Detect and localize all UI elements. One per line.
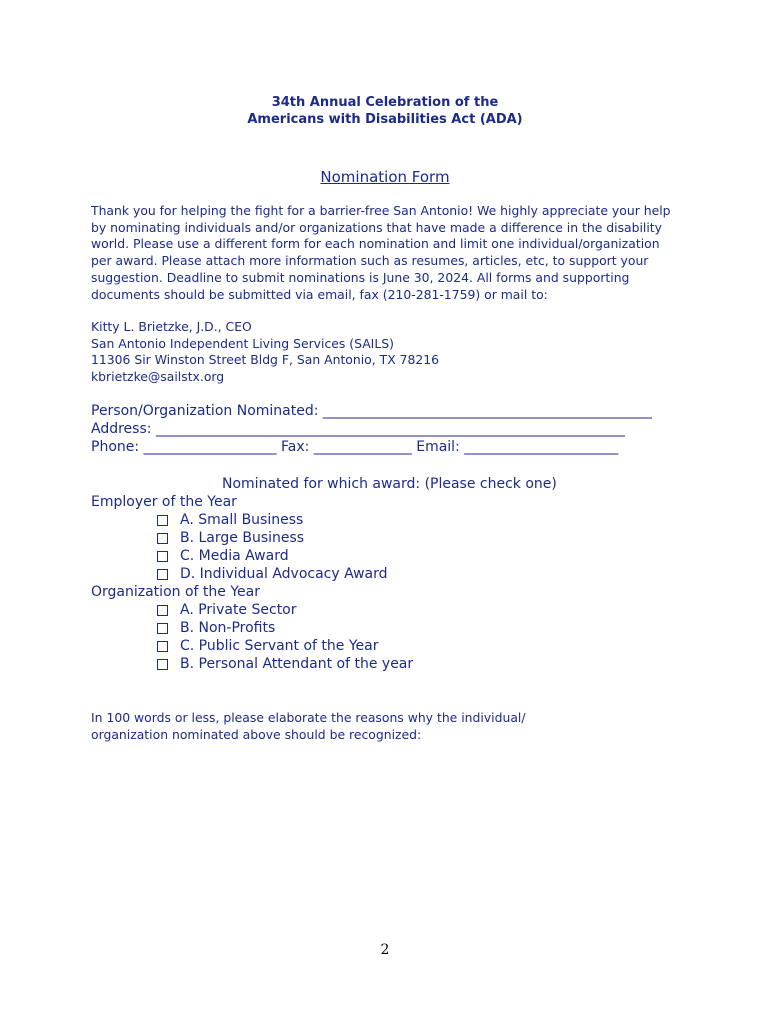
- award-option-label: B. Non-Profits: [180, 620, 276, 636]
- checkbox-icon[interactable]: [157, 533, 168, 544]
- checkbox-icon[interactable]: [157, 515, 168, 526]
- award-option-label: A. Small Business: [180, 512, 304, 528]
- award-option-private-sector[interactable]: [157, 601, 297, 619]
- header-title-line-2: Americans with Disabilities Act (ADA): [247, 112, 523, 127]
- award-option-individual-advocacy[interactable]: [157, 565, 388, 583]
- checkbox-icon[interactable]: [157, 551, 168, 562]
- checkbox-icon[interactable]: [157, 641, 168, 652]
- award-option-personal-attendant[interactable]: [157, 655, 413, 673]
- page-number: 2: [380, 942, 390, 958]
- checkbox-icon[interactable]: [157, 569, 168, 580]
- contact-organization: San Antonio Independent Living Services (SAILS): [91, 335, 394, 351]
- contact-address: 11306 Sir Winston Street Bldg F, San Antonio, TX 78216: [91, 352, 440, 368]
- intro-paragraph: [91, 203, 691, 303]
- award-option-public-servant[interactable]: [157, 637, 379, 655]
- elaboration-prompt: [91, 709, 526, 743]
- award-option-label: D. Individual Advocacy Award: [180, 566, 388, 582]
- award-heading: Nominated for which award: (Please check one): [222, 476, 557, 492]
- award-option-large-business[interactable]: [157, 529, 304, 547]
- header-title-line-1: 34th Annual Celebration of the: [271, 95, 499, 110]
- intro-line: per award. Please attach more information such as resumes, articles, etc, to support your: [91, 253, 649, 269]
- award-option-label: C. Media Award: [180, 548, 289, 564]
- intro-line: Thank you for helping the fight for a barrier-free San Antonio! We highly appreciate your help: [91, 203, 671, 218]
- contact-block: [91, 319, 439, 386]
- award-option-label: B. Personal Attendant of the year: [180, 656, 414, 672]
- prompt-line: organization nominated above should be recognized:: [91, 727, 422, 742]
- address-field[interactable]: Address: ___________________________________________________________________: [91, 421, 625, 437]
- contact-email: kbrietzke@sailstx.org: [91, 369, 225, 385]
- checkbox-icon[interactable]: [157, 623, 168, 634]
- prompt-line: In 100 words or less, please elaborate the reasons why the individual/: [91, 710, 526, 725]
- checkbox-icon[interactable]: [157, 659, 168, 670]
- intro-line: world. Please use a different form for each nomination and limit one individual/organization: [91, 236, 660, 252]
- contact-name: Kitty L. Brietzke, J.D., CEO: [91, 319, 252, 334]
- intro-line: by nominating individuals and/or organizations that have made a difference in the disability: [91, 219, 662, 235]
- intro-line: documents should be submitted via email, fax (210-281-1759) or mail to:: [91, 286, 548, 302]
- phone-fax-email-field[interactable]: Phone: ___________________ Fax: ______________ Email: ______________________: [91, 439, 619, 455]
- form-title: Nomination Form: [320, 168, 450, 186]
- category-organization-of-the-year: Organization of the Year: [91, 584, 260, 600]
- checkbox-icon[interactable]: [157, 605, 168, 616]
- award-option-small-business[interactable]: [157, 511, 303, 529]
- award-option-media-award[interactable]: [157, 547, 289, 565]
- award-option-label: B. Large Business: [180, 530, 305, 546]
- award-option-non-profits[interactable]: [157, 619, 275, 637]
- category-employer-of-the-year: Employer of the Year: [91, 494, 237, 510]
- nominee-fields: [91, 402, 652, 456]
- award-option-label: A. Private Sector: [180, 602, 297, 618]
- award-option-label: C. Public Servant of the Year: [180, 638, 379, 654]
- nominee-field[interactable]: Person/Organization Nominated: _______________________________________________: [91, 403, 652, 419]
- intro-line: suggestion. Deadline to submit nominations is June 30, 2024. All forms and supporting: [91, 269, 630, 285]
